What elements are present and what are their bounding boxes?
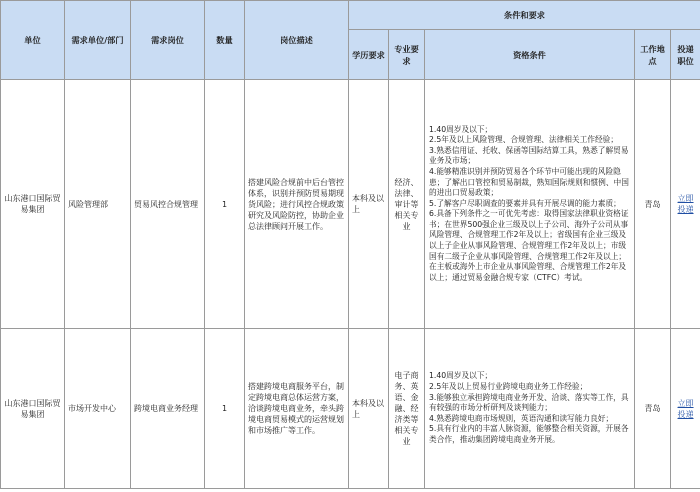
major-cell: 经济、法律、审计等相关专业 — [389, 80, 425, 329]
unit-cell: 山东港口国际贸易集团 — [1, 329, 65, 489]
count-cell: 1 — [205, 329, 245, 489]
qualification-line: 4.能够精准识别并预防贸易各个环节中可能出现的风险隐患；了解出口管控和贸易制裁，熟知国际规则和惯例、中国的进出口贸易政策； — [429, 166, 629, 198]
table-row — [1, 329, 700, 489]
qualification-line: 4.熟悉跨境电商市场规则，英语沟通和读写能力良好； — [429, 413, 614, 423]
header-unit: 单位 — [1, 1, 65, 80]
apply-link[interactable]: 立即投递 — [677, 398, 694, 419]
location-cell: 青岛 — [635, 80, 671, 329]
apply-cell — [671, 80, 700, 329]
count-cell: 1 — [205, 80, 245, 329]
education-cell: 本科及以上 — [349, 329, 389, 489]
qualification-line: 5.具有行业内的丰富人脉资源，能够整合相关资源，开展各类合作，推动集团跨境电商业务开展。 — [429, 424, 629, 444]
header-major: 专业要求 — [389, 30, 425, 80]
qualification-line: 6.具备下列条件之一可优先考虑：取得国家法律职业资格证书；在世界500强企业三级及以上子公司、海外子公司从事风险管理、合规管理工作2年及以上；省级国有企业三级及以上子企业从事风险管理、合规管理工作2年及以上；市级国有二级子企业从事风险管理、合规管理工作2年及以上；在主板或海外上市企业从事风险管理、合规管理工作2年及以上；通过贸易金融合规专家（CTFC）考试。 — [429, 209, 629, 282]
description-cell: 搭建风险合规前中后台管控体系，识别并预防贸易期现货风险；进行风控合规政策研究及风险防控，协助企业总法律顾问开展工作。 — [245, 80, 349, 329]
qualification-line: 2.5年及以上贸易行业跨境电商业务工作经验； — [429, 382, 588, 392]
description-cell: 搭建跨境电商服务平台，制定跨境电商总体运营方案，洽谈跨境电商业务，牵头跨境电商贸易模式的运营规划和市场推广等工作。 — [245, 329, 349, 489]
qualification-cell — [425, 80, 635, 329]
qualification-line: 1.40周岁及以下； — [429, 371, 493, 381]
unit-cell: 山东港口国际贸易集团 — [1, 80, 65, 329]
qualification-line: 3.能够独立承担跨境电商业务开发、洽谈、落实等工作，具有较强的市场分析研判及谈判能力； — [429, 392, 629, 413]
header-description: 岗位描述 — [245, 1, 349, 80]
qualification-line: 1.40周岁及以下； — [429, 124, 493, 134]
header-apply: 投递职位 — [671, 30, 700, 80]
position-cell: 跨境电商业务经理 — [131, 329, 205, 489]
header-position: 需求岗位 — [131, 1, 205, 80]
qualification-line: 5.了解客户尽职调查的要素并具有开展尽调的能力素质； — [429, 198, 621, 208]
header-count: 数量 — [205, 1, 245, 80]
qualification-line: 3.熟悉信用证、托收、保函等国际结算工具，熟悉了解贸易业务及市场； — [429, 145, 629, 166]
header-education: 学历要求 — [349, 30, 389, 80]
location-cell: 青岛 — [635, 329, 671, 489]
header-conditions-group: 条件和要求 — [349, 1, 700, 30]
position-cell: 贸易风控合规管理 — [131, 80, 205, 329]
header-qualification: 资格条件 — [425, 30, 635, 80]
education-cell: 本科及以上 — [349, 80, 389, 329]
apply-link[interactable]: 立即投递 — [677, 194, 694, 214]
header-dept: 需求单位/部门 — [65, 1, 131, 80]
dept-cell: 风险管理部 — [65, 80, 131, 329]
header-location: 工作地点 — [635, 30, 671, 80]
apply-cell — [671, 329, 700, 489]
dept-cell: 市场开发中心 — [65, 329, 131, 489]
qualification-line: 2.5年及以上风险管理、合规管理、法律相关工作经验； — [429, 135, 619, 145]
major-cell: 电子商务、英语、金融、经济类等相关专业 — [389, 329, 425, 489]
table-row — [1, 80, 700, 329]
qualification-cell — [425, 329, 635, 489]
